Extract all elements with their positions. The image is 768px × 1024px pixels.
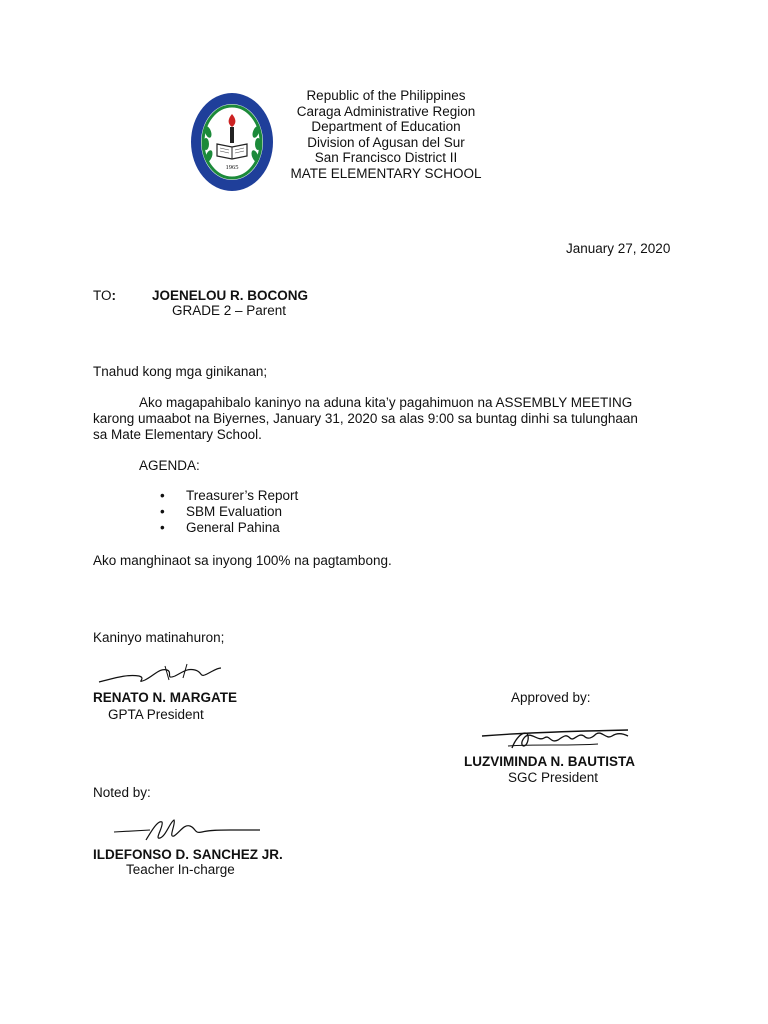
agenda-list — [160, 488, 298, 536]
letterhead-line: Republic of the Philippines — [306, 88, 466, 103]
recipient-name: JOENELOU R. BOCONG — [152, 288, 309, 303]
letterhead — [276, 88, 496, 181]
body-line: Ako magapahibalo kaninyo na aduna kita’y pagahimuon na ASSEMBLY MEETING — [139, 395, 633, 410]
logo-year: 1965 — [225, 164, 239, 171]
letterhead-line: Caraga Administrative Region — [296, 103, 476, 119]
body-line: karong umaabot na Biyernes, January 31, 2020 sa alas 9:00 sa buntag dinhi sa tulunghaan — [93, 411, 638, 426]
teacher-name: ILDEFONSO D. SANCHEZ JR. — [93, 847, 283, 862]
bullet-icon: • — [160, 504, 165, 519]
noted-label: Noted by: — [93, 785, 151, 800]
agenda-item: • SBM Evaluation — [160, 504, 283, 519]
body-line: sa Mate Elementary School. — [93, 427, 262, 442]
letterhead-line: San Francisco District II — [314, 150, 458, 165]
sgc-name: LUZVIMINDA N. BAUTISTA — [464, 754, 635, 769]
gpta-title: GPTA President — [108, 707, 204, 722]
letterhead-line: MATE ELEMENTARY SCHOOL — [290, 165, 482, 181]
sgc-title: SGC President — [508, 770, 599, 785]
salutation: Tnahud kong mga ginikanan; — [93, 364, 268, 379]
teacher-title: Teacher In-charge — [126, 862, 235, 877]
to-label: TO: — [93, 288, 117, 303]
agenda-item: • Treasurer’s Report — [160, 488, 299, 503]
bullet-icon: • — [160, 520, 165, 535]
letterhead-line: Department of Education — [311, 119, 461, 134]
bullet-icon: • — [160, 488, 165, 503]
sgc-signature — [478, 722, 638, 754]
agenda-label: AGENDA: — [139, 458, 200, 473]
letter-date: January 27, 2020 — [566, 241, 671, 256]
gpta-name: RENATO N. MARGATE — [93, 690, 237, 705]
approved-label: Approved by: — [511, 690, 591, 705]
teacher-signature — [110, 814, 265, 848]
closing-request: Ako manghinaot sa inyong 100% na pagtambong. — [93, 553, 392, 568]
agenda-item: • General Pahina — [160, 520, 280, 535]
complimentary-closing: Kaninyo matinahuron; — [93, 630, 225, 645]
gpta-signature — [95, 660, 225, 690]
school-logo — [190, 92, 274, 192]
letter-body — [93, 395, 693, 443]
recipient-role: GRADE 2 – Parent — [172, 303, 287, 318]
letterhead-line: Division of Agusan del Sur — [307, 134, 465, 150]
